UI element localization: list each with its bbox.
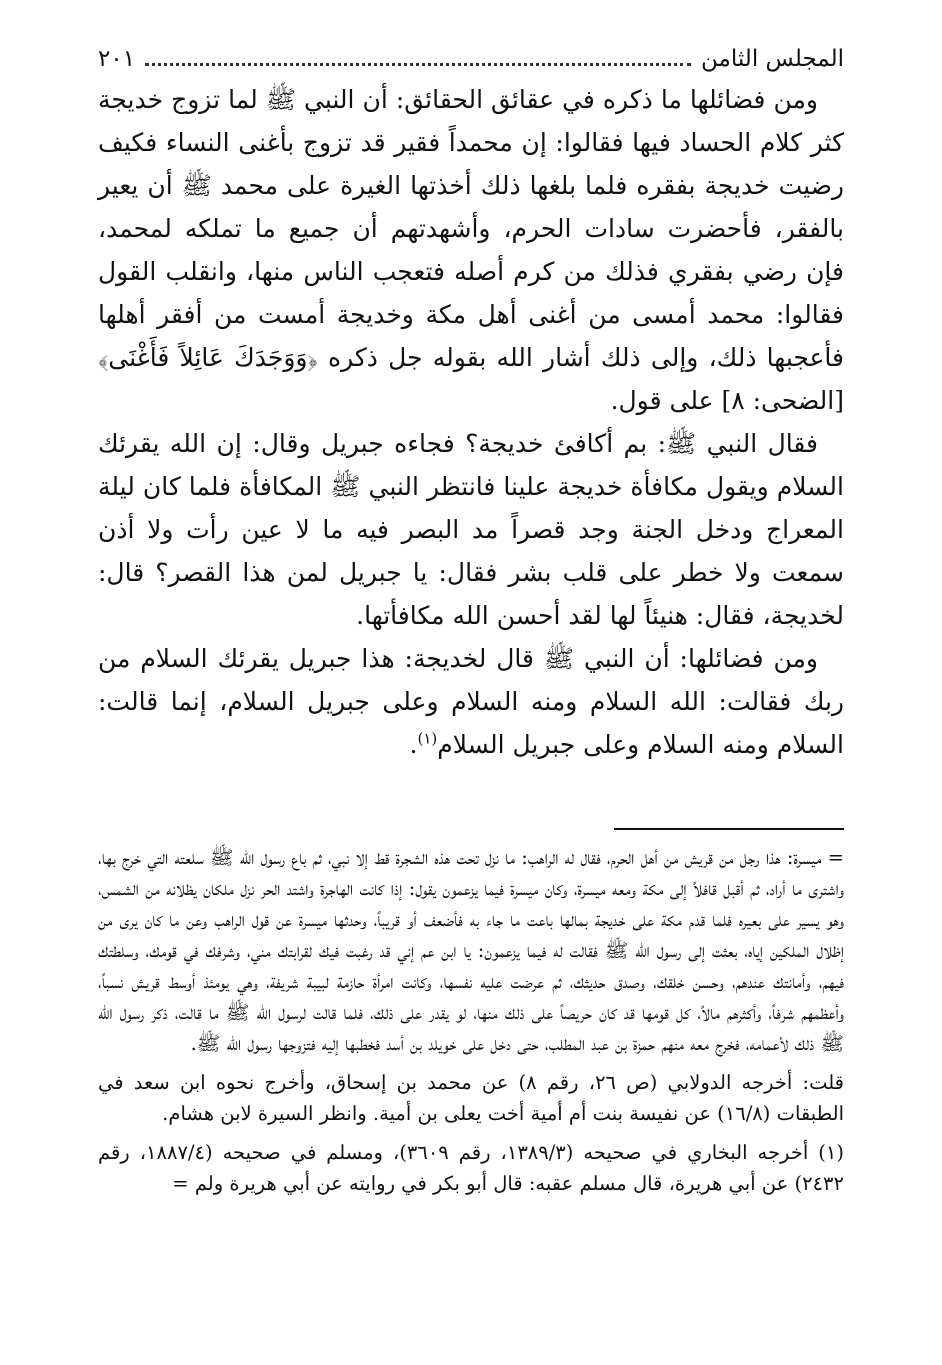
page-number: ٢٠١ (98, 46, 136, 72)
main-paragraph-3-end: . (409, 730, 418, 759)
main-text (98, 78, 844, 766)
footnote-separator (614, 828, 844, 830)
main-paragraph-3-text: ومن فضائلها: أن النبي ﷺ قال لخديجة: هذا جبريل يقرئك السلام من ربك فقالت: الله السلام ومنه السلام وعلى جبريل السلام، إنما قالت: السلام ومنه السلام وعلى جبريل السلام (98, 644, 844, 759)
main-paragraph-2: فقال النبي ﷺ: بم أكافئ خديجة؟ فجاءه جبريل وقال: إن الله يقرئك السلام ويقول مكافأة خديجة علينا فانتظر النبي ﷺ المكافأة فلما كان ليلة المعراج ودخل الجنة وجد قصراً مد البصر فيه ما لا عين رأت ولا أذن سمعت ولا خطر على قلب بشر فقال: يا جبريل لمن هذا القصر؟ قال: لخديجة، فقال: هنيئاً لها لقد أحسن الله مكافأتها. (98, 429, 844, 630)
main-paragraph-3 (98, 637, 844, 766)
header-dotted-leader (145, 63, 691, 66)
footnotes (98, 842, 844, 1199)
footnote-reference: (١) (417, 729, 438, 748)
footnote-1: (١) أخرجه البخاري في صحيحه (١٣٨٩/٣، رقم ٣٦٠٩)، ومسلم في صحيحه (١٨٨٧/٤، رقم ٢٤٣٢) عن أبي هريرة، قال مسلم عقبه: قال أبو بكر في روايته عن أبي هريرة ولم = (98, 1141, 845, 1195)
chapter-title: المجلس الثامن (701, 46, 844, 72)
running-header (98, 38, 844, 74)
footnote-continuation: = ميسرة: هذا رجل من قريش من أهل الحرم، فقال له الراهب: ما نزل تحت هذه الشجرة قط إلا نبي، ثم باع رسول الله ﷺ سلعته التي خرج بها، واشترى ما أراد، ثم أقبل قافلاً إلى مكة ومعه ميسرة، وكان ميسرة فيما يزعمون يقول: إذا كانت الهاجرة واشتد الحر نزل ملكان يظلانه من الشمس، وهو يسير على بعيره فلما قدم مكة على خديجة بمالها باعت ما جاء به فأضعف أو قريباً، وحدثها ميسرة عن قول الراهب وعن ما كان يرى من إظلال الملكين إياه، بعثت إلى رسول الله ﷺ فقالت له فيما يزعمون: يا ابن عم إني قد رغبت فيك لقرابتك مني، وشرفك في قومك، وسلطتك فيهم، وأمانتك عندهم، وحسن خلقك، وصدق حديثك، ثم عرضت عليه نفسها، وكانت امرأة حازمة لبيبة شريفة، وهي يومئذ أوسط قريش نسباً، وأعظمهم شرفاً، وأكثرهم مالاً، كل قومها قد كان حريصاً على ذلك منها، لو يقدر على ذلك، فلما قالت لرسول الله ﷺ ما قالت، ذكر رسول الله ﷺ ذلك لأعمامه، فخرج معه منهم حمزة بن عبد المطلب، حتى دخل على خويلد بن أسد فخطبها إليه فتزوجها رسول الله ﷺ. (98, 846, 844, 1055)
main-paragraph-1: ومن فضائلها ما ذكره في عقائق الحقائق: أن النبي ﷺ لما تزوج خديجة كثر كلام الحساد فيها فقالوا: إن محمداً فقير قد تزوج بأغنى النساء فكيف رضيت خديجة بفقره فلما بلغها ذلك أخذتها الغيرة على محمد ﷺ أن يعير بالفقر، فأحضرت سادات الحرم، وأشهدتهم أن جميع ما تملكه لمحمد، فإن رضي بفقري فذلك من كرم أصله فتعجب الناس منها، وانقلب القول فقالوا: محمد أمسى من أغنى أهل مكة وخديجة أمست من أفقر أهلها فأعجبها ذلك، وإلى ذلك أشار الله بقوله جل ذكره ﴿وَوَجَدَكَ عَائِلاً فَأَغْنَى﴾ [الضحى: ٨] على قول. (98, 85, 844, 415)
footnote-remark: قلت: أخرجه الدولابي (ص ٢٦، رقم ٨) عن محمد بن إسحاق، وأخرج نحوه ابن سعد في الطبقات (١٦/٨) عن نفيسة بنت أم أمية أخت يعلى بن أمية. وانظر السيرة لابن هشام. (98, 1071, 844, 1125)
